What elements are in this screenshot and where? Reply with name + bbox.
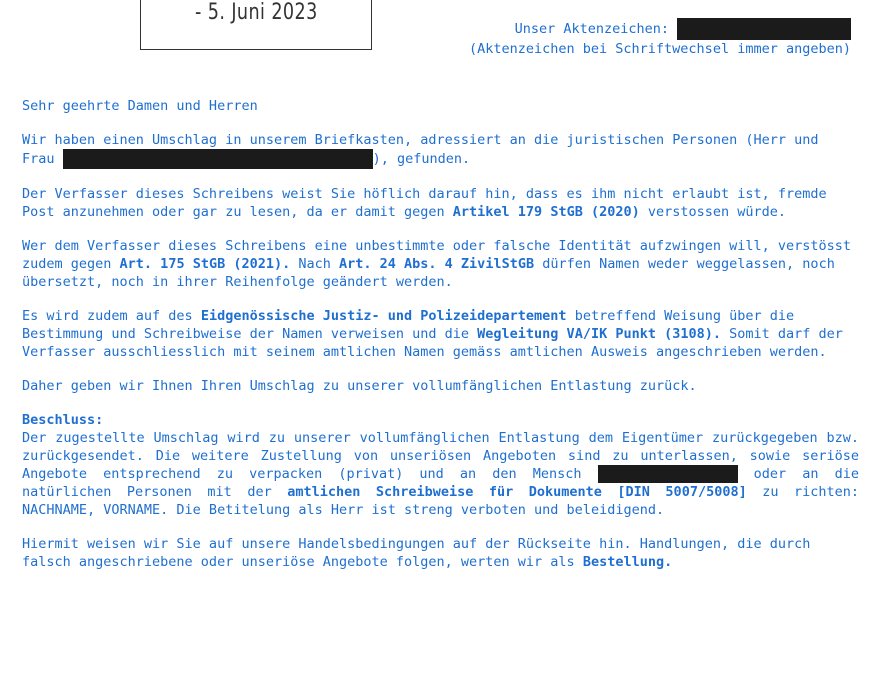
- letter-body: [22, 97, 859, 587]
- paragraph-privacy-of-mail: Der Verfasser dieses Schreibens weist Sie höflich darauf hin, dass es ihm nicht erlaubt ist, fremde Post anzunehmen oder gar zu lesen, da er damit gegen Artikel 179 StGB (2020) verstossen würde.: [22, 186, 827, 220]
- reference-label: Unser Aktenzeichen:: [514, 21, 669, 37]
- redaction-reference-number: [677, 18, 851, 40]
- paragraph-return-envelope: Daher geben wir Ihnen Ihren Umschlag zu unserer vollumfänglichen Entlastung zurück.: [22, 378, 697, 394]
- stamp-date: - 5. Juni 2023: [195, 0, 318, 25]
- salutation: Sehr geehrte Damen und Herren: [22, 98, 258, 114]
- date-stamp: [140, 0, 372, 50]
- paragraph-identity: Wer dem Verfasser dieses Schreibens eine unbestimmte oder falsche Identität aufzwingen will, verstösst zudem gegen Art. 175 StGB (2021). Nach Art. 24 Abs. 4 ZivilStGB dürfen Namen weder weggelassen, noch übersetzt, noch in ihrer Reihenfolge geändert werden.: [22, 238, 852, 290]
- decision-heading: Beschluss:: [22, 412, 104, 428]
- reference-note: (Aktenzeichen bei Schriftwechsel immer angeben): [468, 41, 851, 57]
- paragraph-name-guidelines: Es wird zudem auf des Eidgenössische Justiz- und Polizeidepartement betreffend Weisung über die Bestimmung und Schreibweise der Namen verweisen und die Wegleitung VA/IK Punkt (3108). Somit darf der Verfasser ausschliesslich mit seinem amtlichen Namen gemäss amtlichen Ausweis angeschrieben werden.: [22, 308, 843, 360]
- paragraph-terms: Hiermit weisen wir Sie auf unsere Handelsbedingungen auf der Rückseite hin. Handlungen, die durch falsch angeschriebene oder unseriöse Angebote folgen, werten wir als Bestellung.: [22, 536, 811, 570]
- decision-section: [22, 411, 859, 519]
- paragraph-envelope-found: Wir haben einen Umschlag in unserem Briefkasten, adressiert an die juristischen Personen (Herr und Frau ), gefunden.: [22, 132, 819, 167]
- redaction-addressee-names: [63, 149, 373, 169]
- decision-text: Der zugestellte Umschlag wird zu unserer vollumfänglichen Entlastung dem Eigentümer zurückgegeben bzw. zurückgesendet. Die weitere Zustellung von unseriösen Angeboten sind zu unterlassen, sowie seriöse Angebote entsprechend zu verpacken (privat) und an den Mensch oder an die natürlichen Personen mit der amtlichen Schreibweise für Dokumente [DIN 5007/5008] zu richten: NACHNAME, VORNAME. Die Betitelung als Herr ist streng verboten und beleidigend.: [22, 430, 859, 518]
- reference-block: [469, 18, 851, 58]
- redaction-person-name: [598, 465, 738, 483]
